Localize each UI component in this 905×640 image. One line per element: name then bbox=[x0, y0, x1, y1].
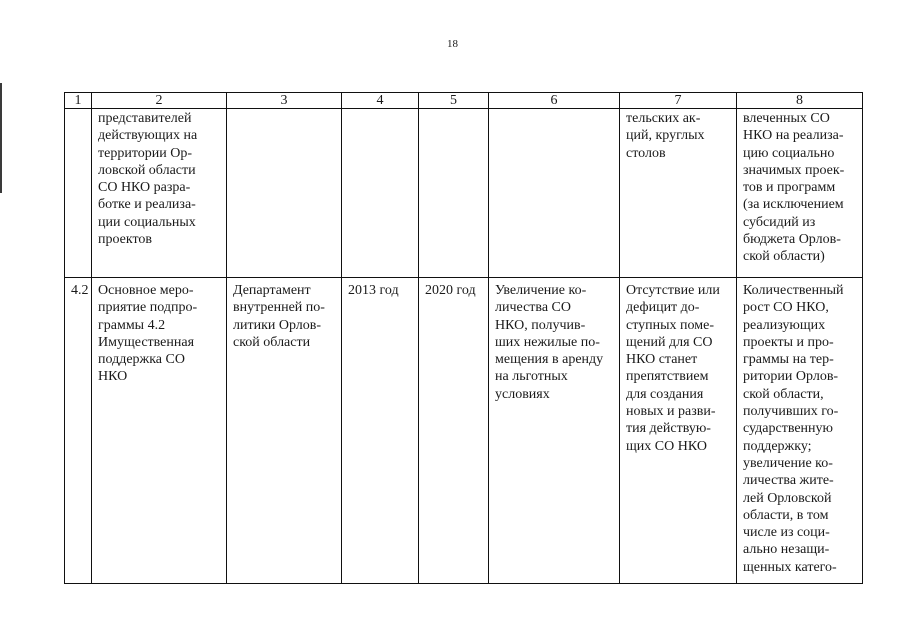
program-table bbox=[64, 92, 863, 584]
scan-edge-mark bbox=[0, 83, 2, 193]
start-year-cell bbox=[342, 109, 419, 278]
column-header: 2 bbox=[92, 93, 227, 109]
end-year-cell bbox=[419, 109, 489, 278]
activity-name-cell: представителей действующих на территории Ор- ловской области СО НКО разра- ботке и реализа- ции социальных проектов bbox=[92, 109, 227, 278]
column-header: 1 bbox=[65, 93, 92, 109]
column-header: 5 bbox=[419, 93, 489, 109]
risks-cell: тельских ак- ций, круглых столов bbox=[620, 109, 737, 278]
executor-cell bbox=[227, 109, 342, 278]
expected-result-cell bbox=[489, 109, 620, 278]
column-header: 6 bbox=[489, 93, 620, 109]
activity-name-cell: Основное меро- приятие подпро- граммы 4.2 Имущественная поддержка СО НКО bbox=[92, 278, 227, 584]
table-header-row bbox=[65, 93, 863, 109]
expected-result-cell: Увеличение ко- личества СО НКО, получив- ших нежилые по- мещения в аренду на льготных условиях bbox=[489, 278, 620, 584]
column-header: 4 bbox=[342, 93, 419, 109]
row-number-cell: 4.2 bbox=[65, 278, 92, 584]
table-row bbox=[65, 278, 863, 584]
executor-cell: Департамент внутренней по- литики Орлов- ской области bbox=[227, 278, 342, 584]
column-header: 3 bbox=[227, 93, 342, 109]
page-number: 18 bbox=[447, 38, 458, 50]
column-header: 8 bbox=[737, 93, 863, 109]
column-header: 7 bbox=[620, 93, 737, 109]
indicators-cell: влеченных СО НКО на реализа- цию социально значимых проек- тов и программ (за исключением субсидий из бюджета Орлов- ской области) bbox=[737, 109, 863, 278]
start-year-cell: 2013 год bbox=[342, 278, 419, 584]
table-row bbox=[65, 109, 863, 278]
risks-cell: Отсутствие или дефицит до- ступных поме- щений для СО НКО станет препятствием для создания новых и разви- тия действую- щих СО НКО bbox=[620, 278, 737, 584]
end-year-cell: 2020 год bbox=[419, 278, 489, 584]
row-number-cell bbox=[65, 109, 92, 278]
indicators-cell: Количественный рост СО НКО, реализующих проекты и про- граммы на тер- ритории Орлов- ской области, получивших го- сударственную поддержку; увеличение ко- личества жите- лей Орловской области, в том числе из соци- ально незащи- щенных катего- bbox=[737, 278, 863, 584]
